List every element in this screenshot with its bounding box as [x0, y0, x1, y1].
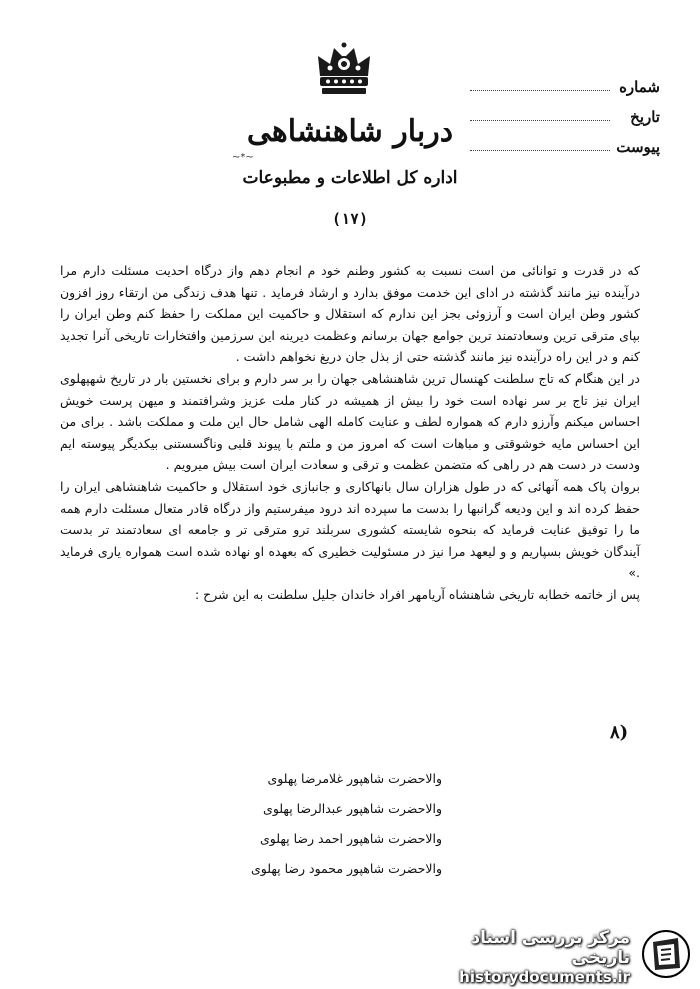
court-title: دربار شاهنشاهی	[246, 114, 454, 149]
margin-note: ۸)	[610, 722, 629, 743]
meta-enclosure-label: پیوست	[616, 138, 660, 156]
meta-date-label: تاریخ	[630, 108, 660, 126]
watermark-url: historydocuments.ir	[459, 968, 630, 986]
body-paragraph: بروان پاک همه آنهائی که در طول هزاران سال بانهاکاری و جانبازی خود استقلال و حاکمیت شاهنشاهی ایران را حفظ کرده اند و این ودیعه گرانبها را بدست ما سپرده اند درود میفرستیم واز درگاه قادر متعال مسئلت دارم همه ما را توفیق عنایت فرماید که بنحوه شایسته کشوری سربلند ترو مترقی تر و جامعه ای سعادتمند تر بدست آیندگان خویش بسپاریم و و لیعهد مرا نیز در مسئولیت خطیری که بعهده او نهاده شده است همواره یاری فرماید .»	[60, 478, 640, 581]
body-paragraph: که در قدرت و توانائی من است نسبت به کشور وطنم خود م انجام دهم واز درگاه احدیت مسئلت دارم مرا درآینده نیز مانند گذشته در ادای این خدمت موفق بدارد و ارشاد فرماید . تنها هدف زندگی من ارتقاء روز افزون کشور وطن ایران است و آرزوئی بجز این ندارم که استقلال و حاکمیت این مملکت را حفظ کنم وطن ایران را بپای مترقی ترین وسعادتمند ترین جوامع جهان برسانم وعظمت دیرینه این سرزمین وافتخارات تاریخی آنرا تجدید کنم و در این راه درآینده نیز مانند گذشته حتی از بذل جان دریغ نخواهم داشت .	[60, 263, 640, 365]
watermark	[410, 928, 692, 986]
ink-mark: ~*~	[232, 152, 254, 163]
meta-number-line	[470, 90, 610, 91]
name-item: والاحضرت شاهپور غلامرضا پهلوی	[267, 771, 442, 786]
name-item: والاحضرت شاهپور احمد رضا پهلوی	[260, 831, 442, 846]
meta-number-label: شماره	[619, 78, 660, 96]
name-item: والاحضرت شاهپور عبدالرضا پهلوی	[263, 801, 442, 816]
meta-enclosure-line	[470, 150, 610, 151]
document-body	[60, 260, 640, 606]
archive-logo-icon	[640, 928, 692, 980]
name-item: والاحضرت شاهپور محمود رضا پهلوی	[251, 861, 442, 876]
department-subtitle: اداره کل اطلاعات و مطبوعات	[242, 168, 458, 188]
names-list	[251, 764, 442, 884]
crown-emblem-icon	[312, 42, 376, 100]
body-paragraph: در این هنگام که تاج سلطنت کهنسال ترین شاهنشاهی جهان را بر سر دارم و برای نخستین بار در تاریخ شهپهلوی ایران نیز تاج بر سر نهاده است خود را بیش از همیشه در کنار ملت عزیز وشرافتمند و میهن پرست خویش احساس میکنم وآرزو دارم که همواره لطف و عنایت کامله الهی شامل حال این ملت و مملکت باشد . برای من این احساس مایه خوشوقتی و مباهات است که امروز من و ملتم با پیوند قلبی وناگسستنی بیکدیگر پیوسته ایم ودست در دست هم در راهی که متضمن عظمت و ترقی و سعادت ایران است بیش میرویم .	[60, 370, 640, 473]
watermark-text	[410, 928, 630, 986]
page-number: (۱۷)	[331, 210, 369, 228]
body-paragraph: پس از خاتمه خطابه تاریخی شاهنشاه آریامهر افراد خاندان جلیل سلطنت به این شرح :	[195, 586, 640, 602]
watermark-title: مرکز بررسی اسناد تاریخی	[471, 928, 630, 968]
meta-number-row	[470, 66, 660, 96]
